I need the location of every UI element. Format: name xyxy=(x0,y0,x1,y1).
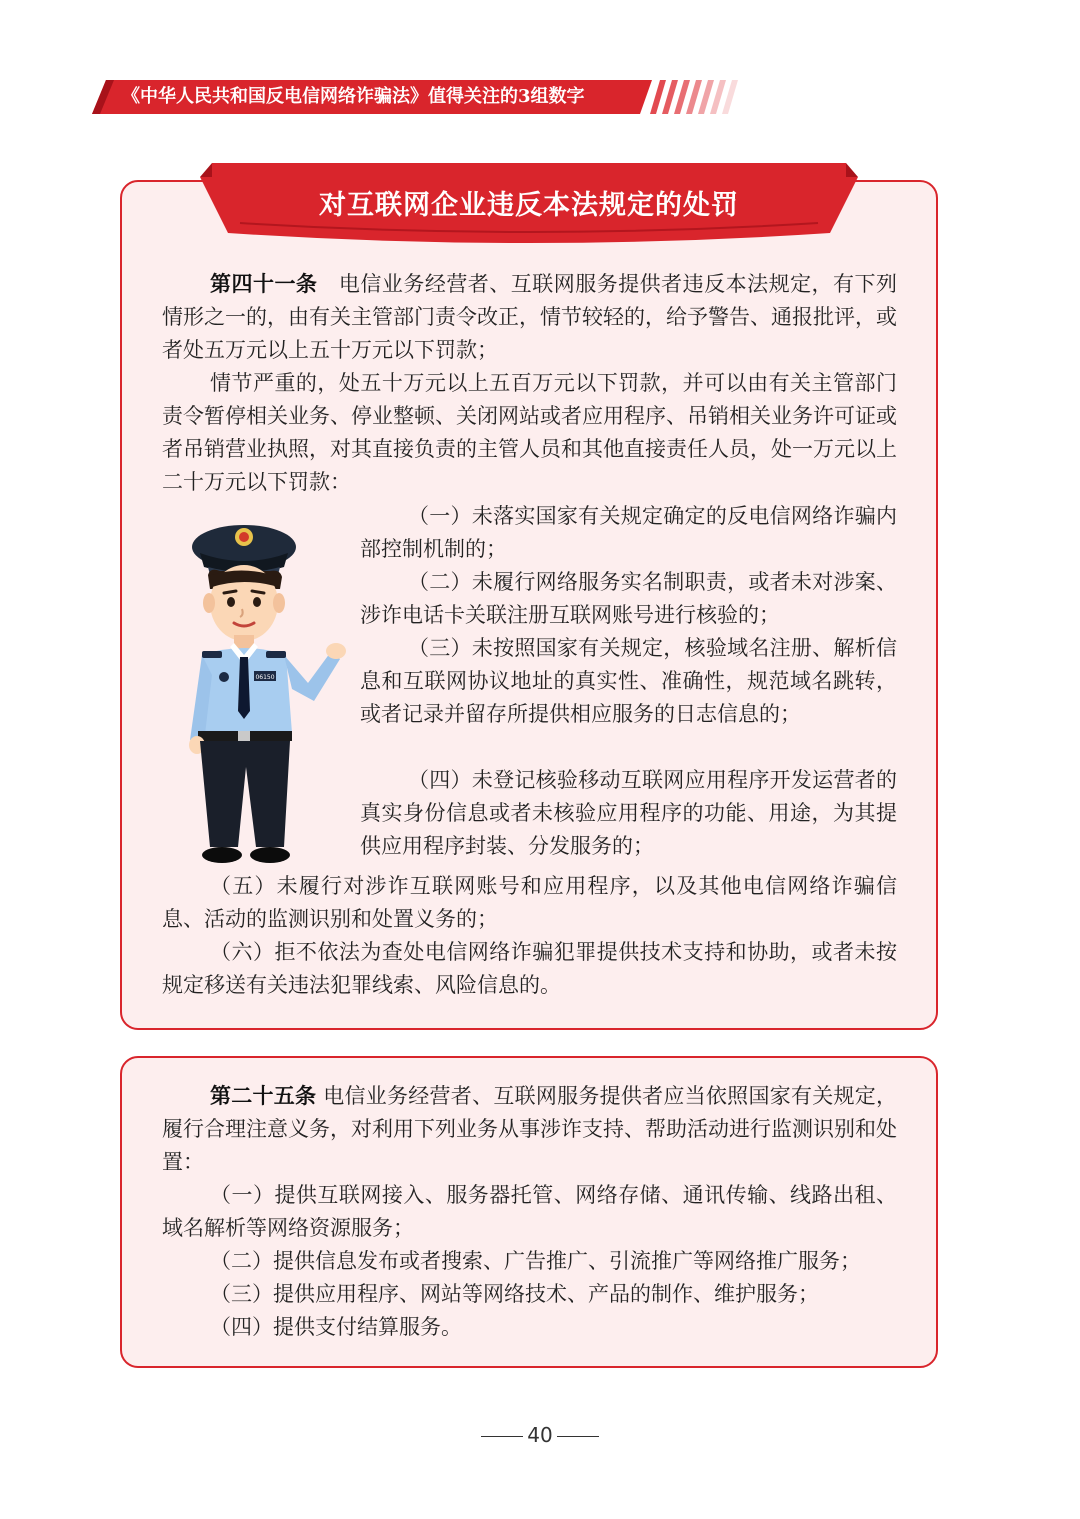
header-banner xyxy=(92,80,652,114)
police-officer-illustration xyxy=(180,505,350,870)
list-item: （五）未履行对涉诈互联网账号和应用程序，以及其他电信网络诈骗信息、活动的监测识别和处置义务的； xyxy=(162,874,897,931)
list-item: （二）未履行网络服务实名制职责，或者未对涉案、涉诈电话卡关联注册互联网账号进行核验的； xyxy=(360,570,897,627)
list-item: （四）未登记核验移动互联网应用程序开发运营者的真实身份信息或者未核验应用程序的功能、用途，为其提供应用程序封装、分发服务的； xyxy=(360,768,897,858)
officer-badge-number: 06150 xyxy=(255,674,275,681)
header-title: 《中华人民共和国反电信网络诈骗法》值得关注的3组数字 xyxy=(122,86,585,107)
article-41-label: 第四十一条 xyxy=(210,272,318,296)
list-item: （二）提供信息发布或者搜索、广告推广、引流推广等网络推广服务； xyxy=(210,1249,861,1273)
article-25-label: 第二十五条 xyxy=(210,1084,317,1108)
article-41-paragraph-2: 情节严重的，处五十万元以上五百万元以下罚款，并可以由有关主管部门责令暂停相关业务、停业整顿、关闭网站或者应用程序、吊销相关业务许可证或者吊销营业执照，对其直接负责的主管人员和其他直接责任人员，处一万元以上二十万元以下罚款： xyxy=(162,371,897,494)
page-number-value: 40 xyxy=(527,1423,553,1447)
page-number xyxy=(0,1420,1080,1450)
section-title: 对互联网企业违反本法规定的处罚 xyxy=(319,190,739,221)
list-item: （四）提供支付结算服务。 xyxy=(210,1315,462,1339)
list-item: （六）拒不依法为查处电信网络诈骗犯罪提供技术支持和协助，或者未按规定移送有关违法犯罪线索、风险信息的。 xyxy=(162,940,897,997)
list-item: （一）未落实国家有关规定确定的反电信网络诈骗内部控制机制的； xyxy=(360,504,897,561)
header-stripes-decoration xyxy=(650,80,740,114)
list-item: （三）未按照国家有关规定，核验域名注册、解析信息和互联网协议地址的真实性、准确性，规范域名跳转，或者记录并留存所提供相应服务的日志信息的； xyxy=(360,636,897,726)
article-41-text: 电信业务经营者、互联网服务提供者违反本法规定，有下列情形之一的，由有关主管部门责令改正，情节较轻的，给予警告、通报批评，或者处五万元以上五十万元以下罚款； xyxy=(162,272,898,362)
page-number-dash-left xyxy=(481,1436,523,1438)
list-item: （一）提供互联网接入、服务器托管、网络存储、通讯传输、线路出租、域名解析等网络资源服务； xyxy=(162,1183,897,1240)
article-25-text: 电信业务经营者、互联网服务提供者应当依照国家有关规定，履行合理注意义务，对利用下列业务从事涉诈支持、帮助活动进行监测识别和处置： xyxy=(162,1084,898,1174)
article-41-paragraph-1 xyxy=(162,268,897,367)
page-number-dash-right xyxy=(557,1436,599,1438)
article-25-paragraph-1 xyxy=(162,1080,897,1179)
list-item: （三）提供应用程序、网站等网络技术、产品的制作、维护服务； xyxy=(210,1282,819,1306)
